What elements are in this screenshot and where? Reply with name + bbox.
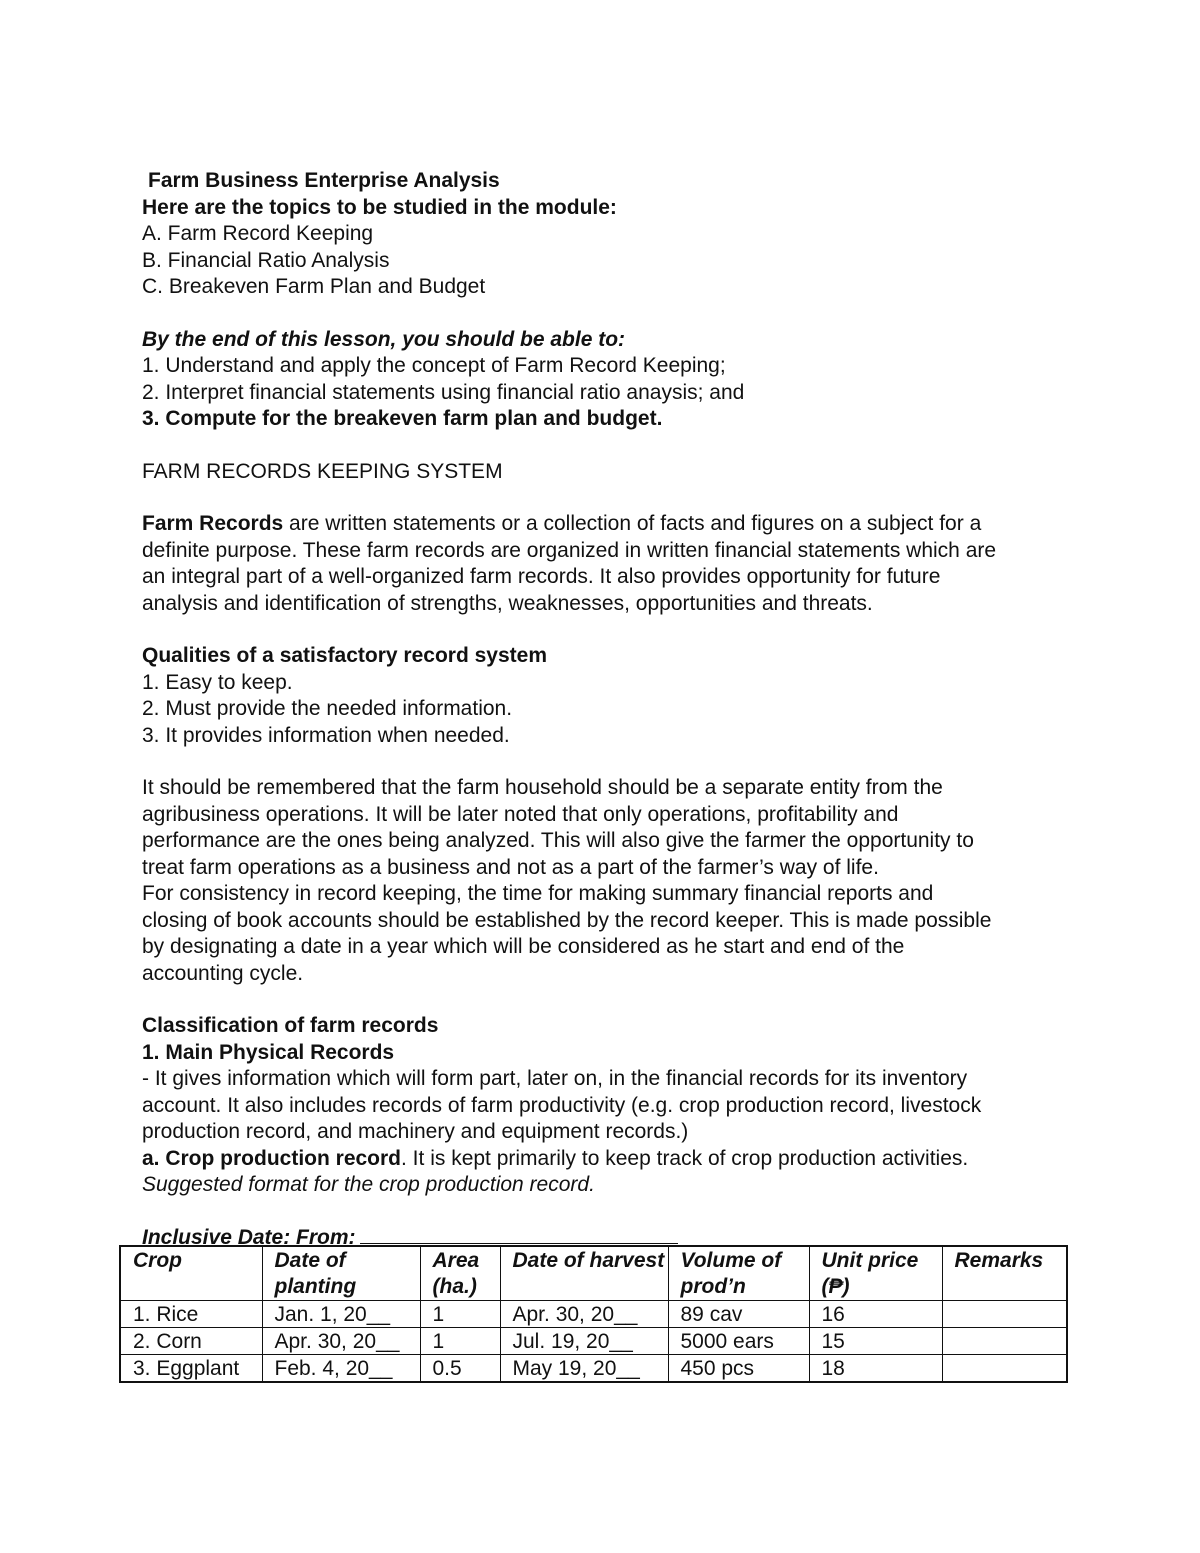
table-cell: 16: [809, 1301, 942, 1328]
paragraph-line: an integral part of a well-organized farm records. It also provides opportunity for future: [142, 565, 941, 588]
table-cell: [942, 1328, 1067, 1355]
paragraph-line: definite purpose. These farm records are organized in written financial statements which are: [142, 538, 997, 562]
topics-heading: Here are the topics to be studied in the module:: [142, 195, 617, 219]
table-cell: Apr. 30, 20__: [500, 1301, 668, 1328]
paragraph-line: agribusiness operations. It will be later noted that only operations, profitability and: [142, 802, 899, 826]
table-cell: Jan. 1, 20__: [262, 1301, 420, 1328]
column-header-unit-price: Unit price (₱): [809, 1246, 942, 1301]
quality-item: 1. Easy to keep.: [142, 670, 293, 694]
objective-item: 1. Understand and apply the concept of Farm Record Keeping;: [142, 354, 726, 377]
suggested-format: Suggested format for the crop production record.: [142, 1173, 595, 1196]
column-header-date-of-planting: Date of planting: [262, 1246, 420, 1301]
table-cell: 0.5: [420, 1355, 500, 1383]
paragraph-line: treat farm operations as a business and not as a part of the farmer’s way of life.: [142, 855, 879, 879]
table-cell: May 19, 20__: [500, 1355, 668, 1383]
paragraph-line: accounting cycle.: [142, 961, 304, 985]
paragraph-line: analysis and identification of strengths, weaknesses, opportunities and threats.: [142, 591, 873, 615]
paragraph-line: are written statements or a collection of facts and figures on a subject for a: [283, 512, 982, 535]
paragraph-line: - It gives information which will form part, later on, in the financial records for its inventory: [142, 1067, 968, 1090]
crop-record-line: [142, 1146, 1072, 1173]
paragraph-line: account. It also includes records of farm productivity (e.g. crop production record, livestock: [142, 1093, 982, 1117]
main-physical-heading: 1. Main Physical Records: [142, 1040, 395, 1064]
table-cell: 89 cav: [668, 1301, 809, 1328]
farm-records-term: Farm Records: [142, 512, 284, 535]
paragraph-line: For consistency in record keeping, the time for making summary financial reports and: [142, 882, 934, 905]
column-header-remarks: Remarks: [942, 1246, 1067, 1301]
table-row: [120, 1355, 1067, 1383]
column-header-volume: Volume of prod’n: [668, 1246, 809, 1301]
column-header-crop: Crop: [120, 1246, 262, 1301]
table-row: [120, 1328, 1067, 1355]
objective-item: 2. Interpret financial statements using financial ratio anaysis; and: [142, 380, 745, 404]
column-header-area: Area (ha.): [420, 1246, 500, 1301]
table-cell: 450 pcs: [668, 1355, 809, 1383]
paragraph-line: by designating a date in a year which will be considered as he start and end of the: [142, 935, 905, 958]
table-cell: [942, 1355, 1067, 1383]
paragraph-line: production record, and machinery and equipment records.): [142, 1120, 689, 1143]
objectives-heading: By the end of this lesson, you should be able to:: [142, 327, 626, 351]
paragraph-line: performance are the ones being analyzed. This will also give the farmer the opportunity to: [142, 829, 974, 852]
topic-item: B. Financial Ratio Analysis: [142, 248, 390, 272]
quality-item: 3. It provides information when needed.: [142, 723, 510, 747]
table-cell: 1: [420, 1328, 500, 1355]
table-cell: 1. Rice: [120, 1301, 262, 1328]
quality-item: 2. Must provide the needed information.: [142, 697, 513, 720]
objective-item: 3. Compute for the breakeven farm plan and budget.: [142, 407, 663, 430]
inclusive-date-blank: [360, 1229, 678, 1244]
crop-record-term: a. Crop production record: [142, 1146, 402, 1170]
table-cell: 3. Eggplant: [120, 1355, 262, 1383]
table-cell: 1: [420, 1301, 500, 1328]
table-cell: [942, 1301, 1067, 1328]
document-body: [142, 168, 1072, 1251]
inclusive-date-label: Inclusive Date: From:: [142, 1225, 356, 1249]
table-cell: 5000 ears: [668, 1328, 809, 1355]
column-header-date-of-harvest: Date of harvest: [500, 1246, 668, 1301]
paragraph-line: It should be remembered that the farm household should be a separate entity from the: [142, 776, 943, 799]
table-cell: 15: [809, 1328, 942, 1355]
farm-records-paragraph: [142, 511, 1072, 538]
topic-item: C. Breakeven Farm Plan and Budget: [142, 275, 486, 298]
qualities-heading: Qualities of a satisfactory record system: [142, 644, 547, 667]
table-row: [120, 1301, 1067, 1328]
topic-item: A. Farm Record Keeping: [142, 222, 374, 245]
crop-production-table: [119, 1245, 1068, 1383]
section-heading: FARM RECORDS KEEPING SYSTEM: [142, 459, 503, 483]
classification-heading: Classification of farm records: [142, 1014, 439, 1037]
table-header-row: [120, 1246, 1067, 1301]
paragraph-line: closing of book accounts should be established by the record keeper. This is made possible: [142, 908, 992, 932]
table-cell: Apr. 30, 20__: [262, 1328, 420, 1355]
table-cell: Jul. 19, 20__: [500, 1328, 668, 1355]
table-cell: Feb. 4, 20__: [262, 1355, 420, 1383]
document-title: Farm Business Enterprise Analysis: [148, 169, 500, 192]
table-cell: 18: [809, 1355, 942, 1383]
crop-record-text: . It is kept primarily to keep track of crop production activities.: [401, 1146, 969, 1170]
table-cell: 2. Corn: [120, 1328, 262, 1355]
